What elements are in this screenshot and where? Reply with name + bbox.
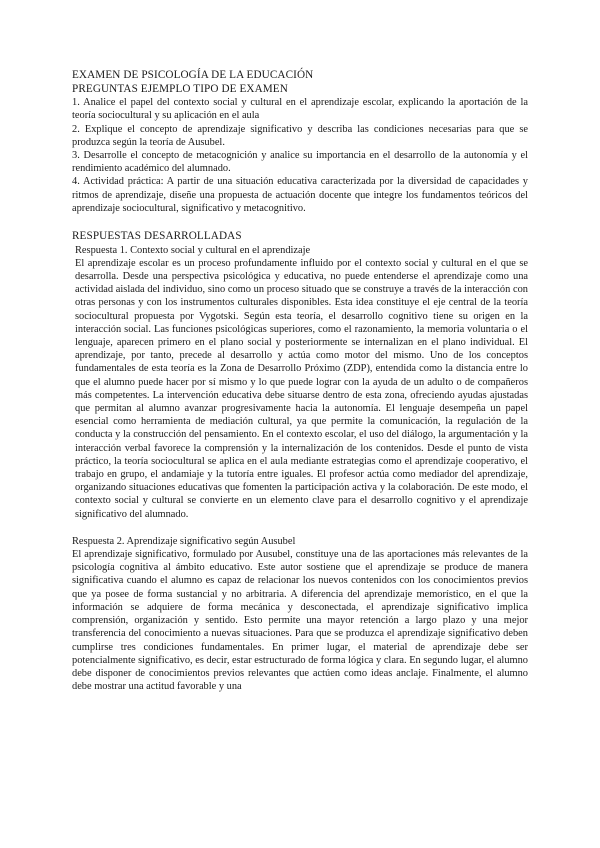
question-item: 3. Desarrolle el concepto de metacognición y analice su importancia en el desarrollo de la autonomía y el rendimiento académico del alumnado. — [72, 150, 528, 175]
question-item: 1. Analice el papel del contexto social y cultural en el aprendizaje escolar, explicando la aportación de la teoría sociocultural y su aplicación en el aula — [72, 97, 528, 122]
section-spacer — [72, 521, 528, 535]
question-item: 2. Explique el concepto de aprendizaje significativo y describa las condiciones necesarias para que se produzca según la teoría de Ausubel. — [72, 123, 528, 148]
section-spacer — [72, 215, 528, 230]
answer-2-title: Respuesta 2. Aprendizaje significativo según Ausubel — [72, 535, 296, 547]
answer-1-body: El aprendizaje escolar es un proceso profundamente influido por el contexto social y cultural en el que se desarrolla. Desde una perspectiva psicológica y educativa, no puede entenderse el aprendizaje como una actividad aislada del individuo, sino como un proceso situado que se construye a través de la interacción con otras personas y con los instrumentos culturales disponibles. Esta idea constituye el eje central de la teoría sociocultural propuesta por Vygotski. Según esta teoría, el desarrollo cognitivo tiene su origen en la interacción social. Las funciones psicológicas superiores, como el razonamiento, la memoria voluntaria o el lenguaje, aparecen primero en el plano social y posteriormente se internalizan en el plano individual. El aprendizaje, por tanto, precede al desarrollo y actúa como motor del mismo. Uno de los conceptos fundamentales de esta teoría es la Zona de Desarrollo Próximo (ZDP), entendida como la distancia entre lo que el alumno puede hacer por sí mismo y lo que puede lograr con la ayuda de un adulto o de compañeros más competentes. La intervención educativa debe situarse dentro de esta zona, ofreciendo ayudas ajustadas que permitan al alumno avanzar progresivamente hacia la autonomía. El lenguaje desempeña un papel esencial como herramienta de mediación cultural, ya que permite la comunicación, la regulación de la conducta y la construcción del pensamiento. En el contexto escolar, el uso del diálogo, la argumentación y la interacción verbal favorece la comprensión y la internalización de los contenidos. Desde el punto de vista práctico, la teoría sociocultural se aplica en el aula mediante estrategias como el aprendizaje cooperativo, el trabajo en grupo, el andamiaje y la tutoría entre iguales. El profesor actúa como mediador del aprendizaje, organizando situaciones educativas que fomenten la participación activa y la colaboración. De este modo, el contexto social y cultural se convierte en un elemento clave para el desarrollo cognitivo y el aprendizaje significativo del alumnado. — [75, 257, 528, 520]
answer-1 — [72, 244, 528, 521]
exam-title: EXAMEN DE PSICOLOGÍA DE LA EDUCACIÓN — [72, 69, 314, 81]
answer-2-body: El aprendizaje significativo, formulado por Ausubel, constituye una de las aportaciones más relevantes de la psicología cognitiva al ámbito educativo. Este autor sostiene que el aprendizaje se produce de manera significativa cuando el alumno es capaz de relacionar los nuevos contenidos con los conocimientos previos que ya posee de forma sustancial y no arbitraria. A diferencia del aprendizaje memorístico, en el que la información se adquiere de forma mecánica y desconectada, el aprendizaje significativo implica comprensión, organización y sentido. Esto permite una mayor retención a largo plazo y una mejor transferencia del conocimiento a nuevas situaciones. Para que se produzca el aprendizaje significativo deben cumplirse tres condiciones fundamentales. En primer lugar, el material de aprendizaje debe ser potencialmente significativo, es decir, estar estructurado de forma lógica y clara. En segundo lugar, el alumno debe disponer de conocimientos previos relevantes que actúen como ideas anclaje. Finalmente, el alumno debe mostrar una actitud favorable y una — [72, 549, 528, 693]
answer-2 — [72, 535, 528, 693]
exam-subtitle: PREGUNTAS EJEMPLO TIPO DE EXAMEN — [72, 82, 288, 95]
document-page — [72, 69, 528, 693]
answers-heading: RESPUESTAS DESARROLLADAS — [72, 230, 242, 243]
question-list — [72, 96, 528, 215]
question-item: 4. Actividad práctica: A partir de una situación educativa caracterizada por la diversidad de capacidades y ritmos de aprendizaje, diseñe una propuesta de actuación docente que integre los fundamentos teóricos del aprendizaje sociocultural, significativo y metacognitivo. — [72, 176, 528, 214]
answer-1-title: Respuesta 1. Contexto social y cultural en el aprendizaje — [75, 244, 311, 256]
